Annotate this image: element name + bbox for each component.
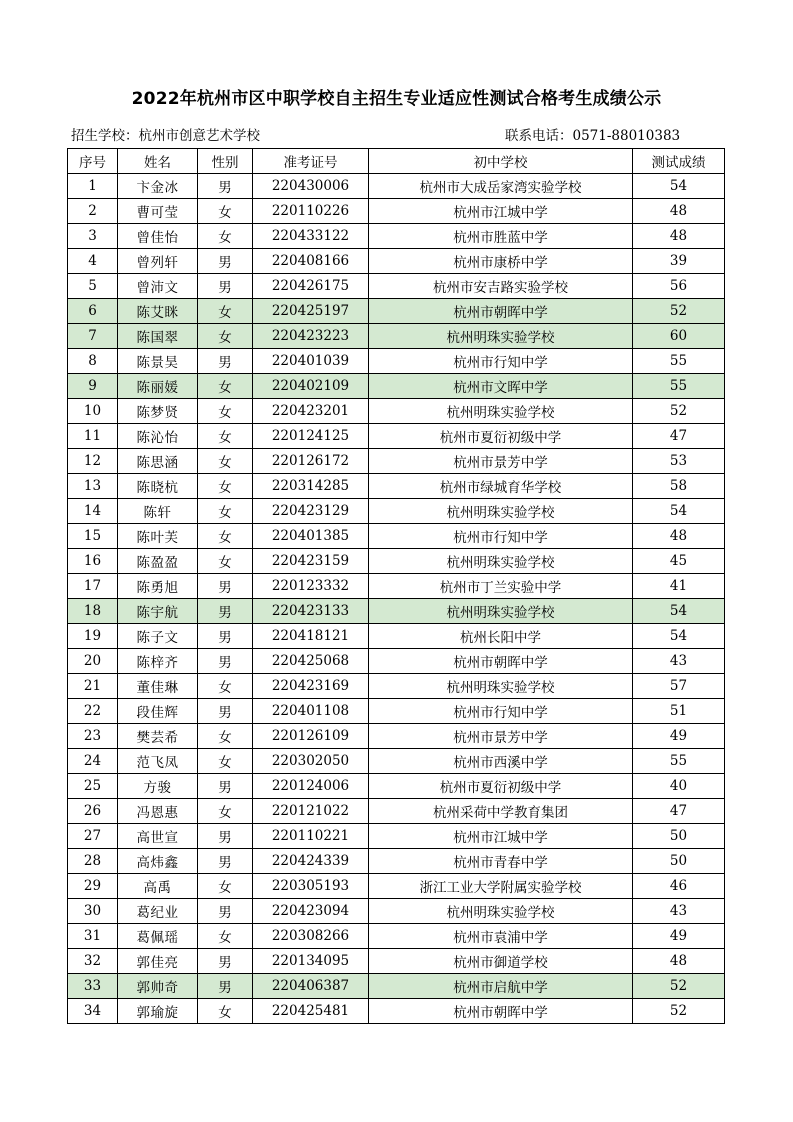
score-cell: 52 bbox=[633, 399, 725, 424]
student-name-cell: 陈梓齐 bbox=[118, 649, 198, 674]
middle-school-cell: 杭州市大成岳家湾实验学校 bbox=[369, 174, 633, 199]
gender-cell: 男 bbox=[198, 899, 253, 924]
gender-cell: 男 bbox=[198, 274, 253, 299]
student-name-cell: 陈晓杭 bbox=[118, 474, 198, 499]
student-name-cell: 陈沁怡 bbox=[118, 424, 198, 449]
middle-school-cell: 杭州市丁兰实验中学 bbox=[369, 574, 633, 599]
header-gender: 性别 bbox=[198, 149, 253, 174]
row-number-cell: 17 bbox=[68, 574, 118, 599]
middle-school-cell: 杭州市朝晖中学 bbox=[369, 299, 633, 324]
middle-school-cell: 杭州市袁浦中学 bbox=[369, 924, 633, 949]
row-number-cell: 32 bbox=[68, 949, 118, 974]
gender-cell: 女 bbox=[198, 499, 253, 524]
exam-id-cell: 220124125 bbox=[253, 424, 369, 449]
row-number-cell: 3 bbox=[68, 224, 118, 249]
table-row bbox=[68, 274, 725, 299]
gender-cell: 男 bbox=[198, 824, 253, 849]
middle-school-cell: 杭州市文晖中学 bbox=[369, 374, 633, 399]
row-number-cell: 23 bbox=[68, 724, 118, 749]
gender-cell: 女 bbox=[198, 374, 253, 399]
table-row bbox=[68, 374, 725, 399]
row-number-cell: 33 bbox=[68, 974, 118, 999]
exam-id-cell: 220124006 bbox=[253, 774, 369, 799]
gender-cell: 男 bbox=[198, 974, 253, 999]
exam-id-cell: 220401039 bbox=[253, 349, 369, 374]
row-number-cell: 19 bbox=[68, 624, 118, 649]
exam-id-cell: 220302050 bbox=[253, 749, 369, 774]
score-cell: 48 bbox=[633, 199, 725, 224]
score-cell: 54 bbox=[633, 599, 725, 624]
table-row bbox=[68, 574, 725, 599]
middle-school-cell: 杭州市西溪中学 bbox=[369, 749, 633, 774]
score-cell: 48 bbox=[633, 224, 725, 249]
exam-id-cell: 220126172 bbox=[253, 449, 369, 474]
gender-cell: 女 bbox=[198, 224, 253, 249]
table-row bbox=[68, 524, 725, 549]
gender-cell: 女 bbox=[198, 799, 253, 824]
row-number-cell: 27 bbox=[68, 824, 118, 849]
exam-id-cell: 220423169 bbox=[253, 674, 369, 699]
exam-id-cell: 220423129 bbox=[253, 499, 369, 524]
exam-id-cell: 220314285 bbox=[253, 474, 369, 499]
exam-id-cell: 220433122 bbox=[253, 224, 369, 249]
exam-id-cell: 220110221 bbox=[253, 824, 369, 849]
gender-cell: 男 bbox=[198, 774, 253, 799]
table-row bbox=[68, 349, 725, 374]
recruiting-school-label: 招生学校：杭州市创意艺术学校 bbox=[71, 128, 260, 144]
exam-id-cell: 220134095 bbox=[253, 949, 369, 974]
score-cell: 43 bbox=[633, 899, 725, 924]
student-name-cell: 曾佳怡 bbox=[118, 224, 198, 249]
header-middle-school: 初中学校 bbox=[369, 149, 633, 174]
table-row bbox=[68, 424, 725, 449]
gender-cell: 女 bbox=[198, 424, 253, 449]
student-name-cell: 范飞凤 bbox=[118, 749, 198, 774]
score-cell: 58 bbox=[633, 474, 725, 499]
middle-school-cell: 杭州市景芳中学 bbox=[369, 449, 633, 474]
score-cell: 48 bbox=[633, 524, 725, 549]
gender-cell: 女 bbox=[198, 749, 253, 774]
exam-id-cell: 220305193 bbox=[253, 874, 369, 899]
gender-cell: 男 bbox=[198, 624, 253, 649]
score-cell: 60 bbox=[633, 324, 725, 349]
exam-id-cell: 220418121 bbox=[253, 624, 369, 649]
row-number-cell: 29 bbox=[68, 874, 118, 899]
row-number-cell: 21 bbox=[68, 674, 118, 699]
score-cell: 54 bbox=[633, 174, 725, 199]
middle-school-cell: 杭州市行知中学 bbox=[369, 349, 633, 374]
table-row bbox=[68, 724, 725, 749]
exam-id-cell: 220423223 bbox=[253, 324, 369, 349]
exam-id-cell: 220426175 bbox=[253, 274, 369, 299]
student-name-cell: 高炜鑫 bbox=[118, 849, 198, 874]
gender-cell: 男 bbox=[198, 574, 253, 599]
student-name-cell: 陈盈盈 bbox=[118, 549, 198, 574]
student-name-cell: 高禹 bbox=[118, 874, 198, 899]
gender-cell: 女 bbox=[198, 449, 253, 474]
row-number-cell: 31 bbox=[68, 924, 118, 949]
score-cell: 53 bbox=[633, 449, 725, 474]
header-name: 姓名 bbox=[118, 149, 198, 174]
middle-school-cell: 杭州市夏衍初级中学 bbox=[369, 774, 633, 799]
student-name-cell: 陈思涵 bbox=[118, 449, 198, 474]
middle-school-cell: 杭州市启航中学 bbox=[369, 974, 633, 999]
exam-id-cell: 220126109 bbox=[253, 724, 369, 749]
student-name-cell: 葛佩瑶 bbox=[118, 924, 198, 949]
middle-school-cell: 杭州市江城中学 bbox=[369, 824, 633, 849]
score-cell: 45 bbox=[633, 549, 725, 574]
gender-cell: 女 bbox=[198, 724, 253, 749]
exam-id-cell: 220425481 bbox=[253, 999, 369, 1024]
row-number-cell: 5 bbox=[68, 274, 118, 299]
score-cell: 55 bbox=[633, 349, 725, 374]
gender-cell: 女 bbox=[198, 924, 253, 949]
table-row bbox=[68, 799, 725, 824]
row-number-cell: 1 bbox=[68, 174, 118, 199]
score-cell: 55 bbox=[633, 374, 725, 399]
table-row bbox=[68, 549, 725, 574]
row-number-cell: 30 bbox=[68, 899, 118, 924]
student-name-cell: 葛纪业 bbox=[118, 899, 198, 924]
middle-school-cell: 杭州明珠实验学校 bbox=[369, 599, 633, 624]
contact-phone-label: 联系电话：0571-88010383 bbox=[505, 128, 681, 144]
gender-cell: 男 bbox=[198, 649, 253, 674]
gender-cell: 女 bbox=[198, 549, 253, 574]
middle-school-cell: 杭州市康桥中学 bbox=[369, 249, 633, 274]
table-row bbox=[68, 449, 725, 474]
score-cell: 52 bbox=[633, 299, 725, 324]
row-number-cell: 18 bbox=[68, 599, 118, 624]
score-cell: 49 bbox=[633, 924, 725, 949]
student-name-cell: 陈宇航 bbox=[118, 599, 198, 624]
table-body bbox=[68, 174, 725, 1024]
score-cell: 39 bbox=[633, 249, 725, 274]
gender-cell: 男 bbox=[198, 349, 253, 374]
table-row bbox=[68, 874, 725, 899]
row-number-cell: 11 bbox=[68, 424, 118, 449]
exam-id-cell: 220110226 bbox=[253, 199, 369, 224]
middle-school-cell: 杭州明珠实验学校 bbox=[369, 324, 633, 349]
student-name-cell: 陈丽媛 bbox=[118, 374, 198, 399]
student-name-cell: 卞金冰 bbox=[118, 174, 198, 199]
row-number-cell: 8 bbox=[68, 349, 118, 374]
gender-cell: 男 bbox=[198, 174, 253, 199]
row-number-cell: 7 bbox=[68, 324, 118, 349]
row-number-cell: 14 bbox=[68, 499, 118, 524]
student-name-cell: 陈勇旭 bbox=[118, 574, 198, 599]
middle-school-cell: 杭州明珠实验学校 bbox=[369, 499, 633, 524]
student-name-cell: 陈国翠 bbox=[118, 324, 198, 349]
table-row bbox=[68, 774, 725, 799]
table-row bbox=[68, 199, 725, 224]
table-row bbox=[68, 399, 725, 424]
header-score: 测试成绩 bbox=[633, 149, 725, 174]
score-cell: 57 bbox=[633, 674, 725, 699]
student-name-cell: 冯恩惠 bbox=[118, 799, 198, 824]
header-exam-id: 准考证号 bbox=[253, 149, 369, 174]
middle-school-cell: 杭州长阳中学 bbox=[369, 624, 633, 649]
exam-id-cell: 220401108 bbox=[253, 699, 369, 724]
middle-school-cell: 杭州市安吉路实验学校 bbox=[369, 274, 633, 299]
score-cell: 54 bbox=[633, 624, 725, 649]
exam-id-cell: 220401385 bbox=[253, 524, 369, 549]
table-row bbox=[68, 649, 725, 674]
gender-cell: 女 bbox=[198, 299, 253, 324]
student-name-cell: 郭帅奇 bbox=[118, 974, 198, 999]
exam-id-cell: 220121022 bbox=[253, 799, 369, 824]
exam-id-cell: 220430006 bbox=[253, 174, 369, 199]
score-cell: 52 bbox=[633, 999, 725, 1024]
row-number-cell: 25 bbox=[68, 774, 118, 799]
score-cell: 47 bbox=[633, 424, 725, 449]
gender-cell: 女 bbox=[198, 324, 253, 349]
row-number-cell: 13 bbox=[68, 474, 118, 499]
student-name-cell: 樊芸希 bbox=[118, 724, 198, 749]
score-cell: 41 bbox=[633, 574, 725, 599]
middle-school-cell: 杭州市朝晖中学 bbox=[369, 999, 633, 1024]
middle-school-cell: 杭州市御道学校 bbox=[369, 949, 633, 974]
gender-cell: 男 bbox=[198, 599, 253, 624]
row-number-cell: 2 bbox=[68, 199, 118, 224]
table-row bbox=[68, 474, 725, 499]
exam-id-cell: 220424339 bbox=[253, 849, 369, 874]
score-cell: 50 bbox=[633, 824, 725, 849]
row-number-cell: 16 bbox=[68, 549, 118, 574]
table-row bbox=[68, 949, 725, 974]
middle-school-cell: 杭州市夏衍初级中学 bbox=[369, 424, 633, 449]
student-name-cell: 陈景昊 bbox=[118, 349, 198, 374]
middle-school-cell: 浙江工业大学附属实验学校 bbox=[369, 874, 633, 899]
row-number-cell: 28 bbox=[68, 849, 118, 874]
student-name-cell: 陈叶芙 bbox=[118, 524, 198, 549]
table-row bbox=[68, 974, 725, 999]
table-row bbox=[68, 499, 725, 524]
student-name-cell: 段佳辉 bbox=[118, 699, 198, 724]
middle-school-cell: 杭州市江城中学 bbox=[369, 199, 633, 224]
table-row bbox=[68, 924, 725, 949]
table-row bbox=[68, 749, 725, 774]
score-cell: 48 bbox=[633, 949, 725, 974]
student-name-cell: 郭佳亮 bbox=[118, 949, 198, 974]
student-name-cell: 陈艾眯 bbox=[118, 299, 198, 324]
exam-id-cell: 220425197 bbox=[253, 299, 369, 324]
exam-id-cell: 220123332 bbox=[253, 574, 369, 599]
exam-id-cell: 220406387 bbox=[253, 974, 369, 999]
student-name-cell: 陈轩 bbox=[118, 499, 198, 524]
student-name-cell: 曹可莹 bbox=[118, 199, 198, 224]
table-header-row bbox=[68, 149, 725, 174]
header-no: 序号 bbox=[68, 149, 118, 174]
gender-cell: 女 bbox=[198, 874, 253, 899]
exam-id-cell: 220402109 bbox=[253, 374, 369, 399]
student-name-cell: 高世宣 bbox=[118, 824, 198, 849]
score-cell: 54 bbox=[633, 499, 725, 524]
score-cell: 51 bbox=[633, 699, 725, 724]
score-cell: 50 bbox=[633, 849, 725, 874]
row-number-cell: 9 bbox=[68, 374, 118, 399]
student-name-cell: 曾沛文 bbox=[118, 274, 198, 299]
student-name-cell: 陈梦贤 bbox=[118, 399, 198, 424]
score-cell: 56 bbox=[633, 274, 725, 299]
middle-school-cell: 杭州明珠实验学校 bbox=[369, 399, 633, 424]
table-row bbox=[68, 899, 725, 924]
middle-school-cell: 杭州市胜蓝中学 bbox=[369, 224, 633, 249]
score-cell: 43 bbox=[633, 649, 725, 674]
table-row bbox=[68, 674, 725, 699]
row-number-cell: 26 bbox=[68, 799, 118, 824]
table-row bbox=[68, 699, 725, 724]
table-row bbox=[68, 849, 725, 874]
row-number-cell: 6 bbox=[68, 299, 118, 324]
exam-id-cell: 220423133 bbox=[253, 599, 369, 624]
score-cell: 40 bbox=[633, 774, 725, 799]
exam-id-cell: 220425068 bbox=[253, 649, 369, 674]
row-number-cell: 10 bbox=[68, 399, 118, 424]
middle-school-cell: 杭州市景芳中学 bbox=[369, 724, 633, 749]
row-number-cell: 20 bbox=[68, 649, 118, 674]
table-row bbox=[68, 299, 725, 324]
row-number-cell: 34 bbox=[68, 999, 118, 1024]
middle-school-cell: 杭州市行知中学 bbox=[369, 524, 633, 549]
gender-cell: 女 bbox=[198, 474, 253, 499]
gender-cell: 男 bbox=[198, 949, 253, 974]
middle-school-cell: 杭州市朝晖中学 bbox=[369, 649, 633, 674]
middle-school-cell: 杭州采荷中学教育集团 bbox=[369, 799, 633, 824]
middle-school-cell: 杭州明珠实验学校 bbox=[369, 549, 633, 574]
gender-cell: 女 bbox=[198, 399, 253, 424]
gender-cell: 男 bbox=[198, 849, 253, 874]
table-row bbox=[68, 249, 725, 274]
row-number-cell: 22 bbox=[68, 699, 118, 724]
middle-school-cell: 杭州市行知中学 bbox=[369, 699, 633, 724]
score-cell: 52 bbox=[633, 974, 725, 999]
exam-id-cell: 220408166 bbox=[253, 249, 369, 274]
gender-cell: 女 bbox=[198, 674, 253, 699]
gender-cell: 男 bbox=[198, 249, 253, 274]
student-name-cell: 陈子文 bbox=[118, 624, 198, 649]
score-cell: 49 bbox=[633, 724, 725, 749]
table-row bbox=[68, 174, 725, 199]
middle-school-cell: 杭州明珠实验学校 bbox=[369, 674, 633, 699]
student-name-cell: 曾列轩 bbox=[118, 249, 198, 274]
exam-id-cell: 220308266 bbox=[253, 924, 369, 949]
exam-id-cell: 220423094 bbox=[253, 899, 369, 924]
row-number-cell: 12 bbox=[68, 449, 118, 474]
page-title: 2022年杭州市区中职学校自主招生专业适应性测试合格考生成绩公示 bbox=[131, 89, 662, 109]
table-row bbox=[68, 324, 725, 349]
row-number-cell: 15 bbox=[68, 524, 118, 549]
exam-id-cell: 220423159 bbox=[253, 549, 369, 574]
row-number-cell: 24 bbox=[68, 749, 118, 774]
middle-school-cell: 杭州明珠实验学校 bbox=[369, 899, 633, 924]
row-number-cell: 4 bbox=[68, 249, 118, 274]
gender-cell: 男 bbox=[198, 699, 253, 724]
table-row bbox=[68, 624, 725, 649]
gender-cell: 女 bbox=[198, 199, 253, 224]
score-cell: 55 bbox=[633, 749, 725, 774]
table-row bbox=[68, 999, 725, 1024]
student-name-cell: 郭瑜旋 bbox=[118, 999, 198, 1024]
table-row bbox=[68, 824, 725, 849]
table-row bbox=[68, 224, 725, 249]
score-cell: 46 bbox=[633, 874, 725, 899]
score-table bbox=[67, 148, 725, 1024]
table-row bbox=[68, 599, 725, 624]
score-cell: 47 bbox=[633, 799, 725, 824]
student-name-cell: 方骏 bbox=[118, 774, 198, 799]
middle-school-cell: 杭州市绿城育华学校 bbox=[369, 474, 633, 499]
gender-cell: 女 bbox=[198, 999, 253, 1024]
student-name-cell: 董佳琳 bbox=[118, 674, 198, 699]
exam-id-cell: 220423201 bbox=[253, 399, 369, 424]
gender-cell: 女 bbox=[198, 524, 253, 549]
middle-school-cell: 杭州市青春中学 bbox=[369, 849, 633, 874]
